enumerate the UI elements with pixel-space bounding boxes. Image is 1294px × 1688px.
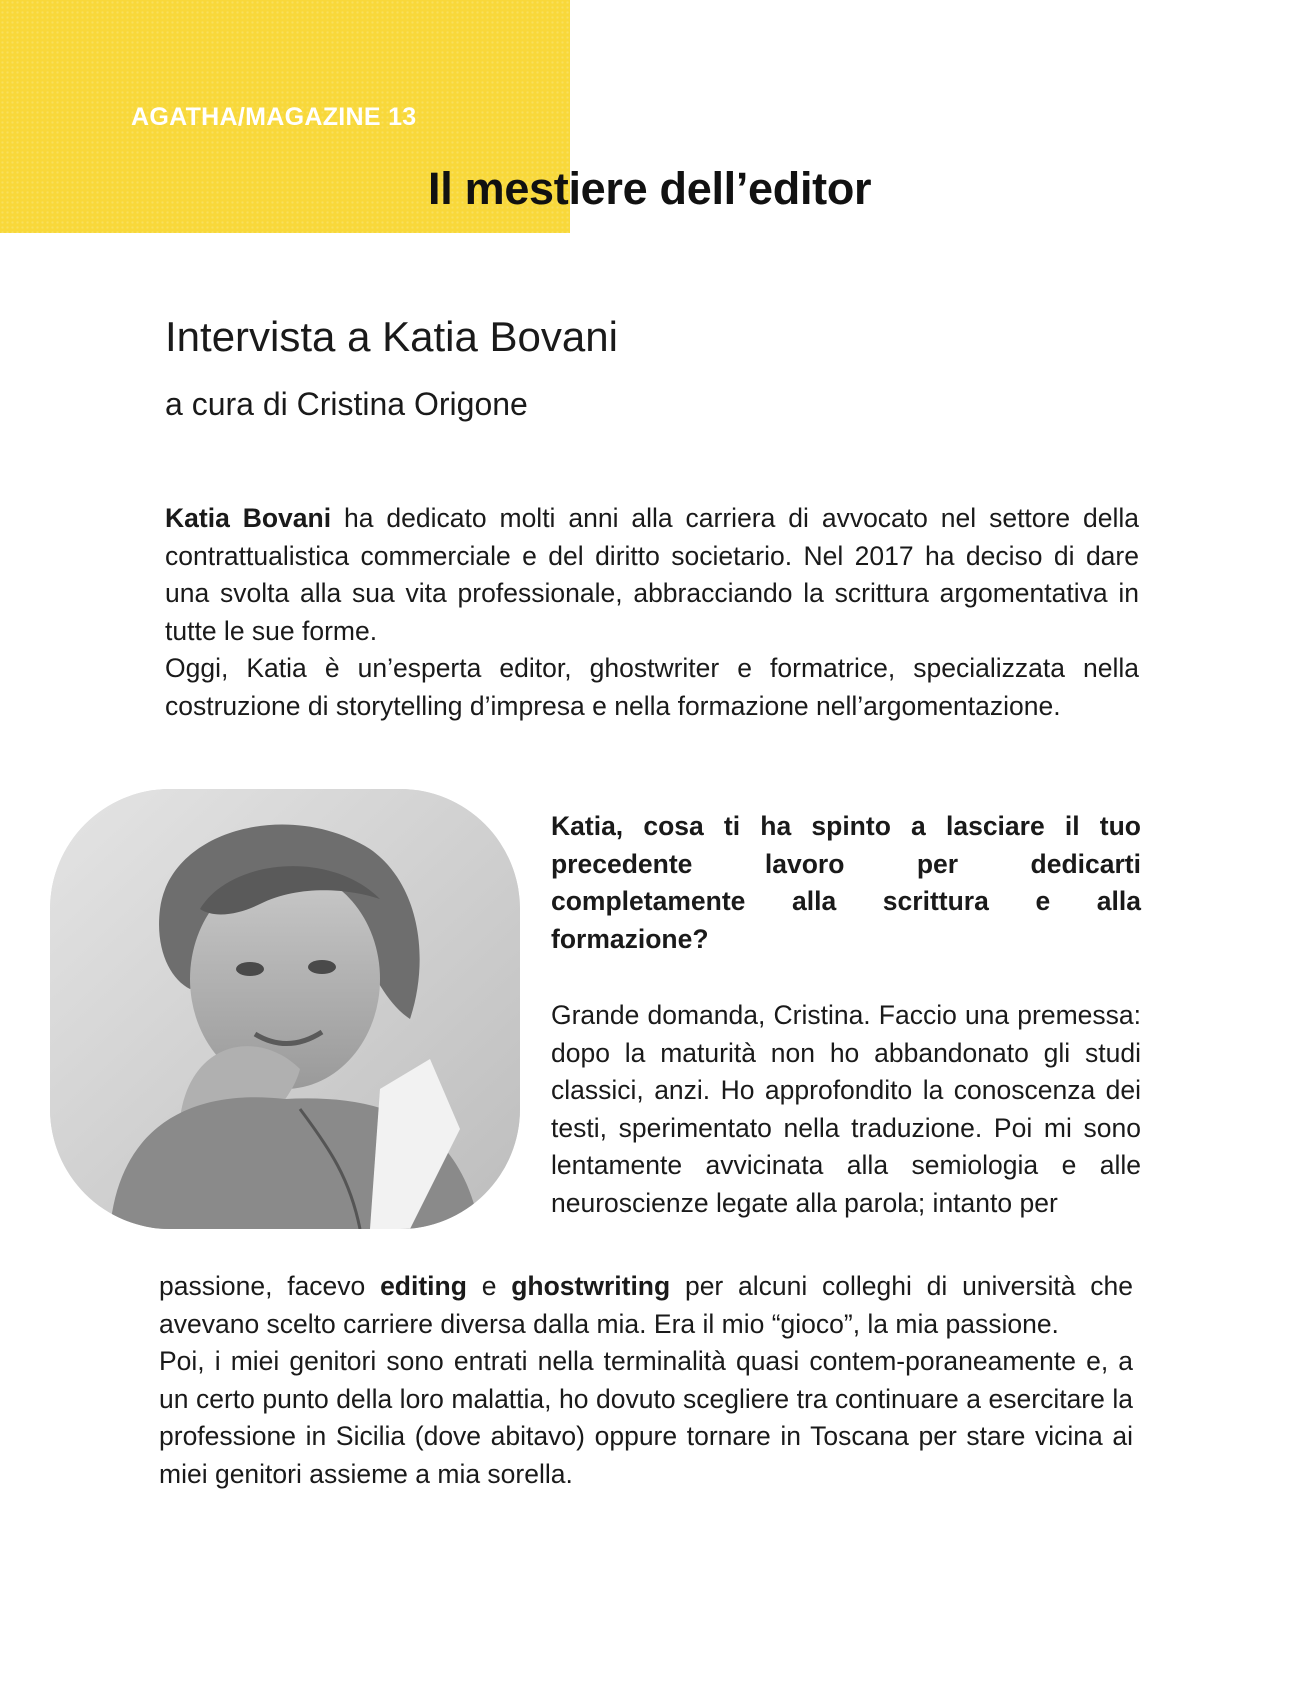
interview-title: Intervista a Katia Bovani — [165, 313, 618, 360]
interview-question: Katia, cosa ti ha spinto a lasciare il tuo precedente lavoro per dedicarti completamente alla scrittura e alla formazione? — [551, 811, 1141, 954]
answer-paragraph-1: Grande domanda, Cristina. Faccio una premessa: dopo la maturità non ho abbandonato gli studi classici, anzi. Ho approfondito la conoscenza dei testi, sperimentato nella traduzione. Poi mi sono lentamente avvicinata alla semiologia e alle neuroscienze legate alla parola; intanto per — [551, 1000, 1141, 1218]
page-title: Il mestiere dell’editor — [428, 163, 872, 214]
portrait-photo-icon — [50, 789, 520, 1229]
answer-text: passione, facevo — [159, 1271, 381, 1301]
answer-text: e — [466, 1271, 512, 1301]
ghostwriting-term: ghostwriting — [511, 1271, 671, 1301]
answer-continued — [159, 1268, 1133, 1494]
answer-paragraph-3: Poi, i miei genitori sono entrati nella terminalità quasi contem-poraneamente e, a un certo punto della loro malattia, ho dovuto scegliere tra continuare a esercitare la professione in Sicilia (dove abitavo) oppure tornare in Toscana per stare vicina ai miei genitori assieme a mia sorella. — [159, 1346, 1133, 1489]
author-name: Katia Bovani — [165, 503, 332, 533]
answer-text: per alcuni colleghi di università che avevano scelto carriere diversa dalla mia. Era il mio “gioco”, la mia passione. — [159, 1271, 1133, 1339]
byline: a cura di Cristina Origone — [165, 386, 528, 422]
intro-paragraph-2: Oggi, Katia è un’esperta editor, ghostwriter e formatrice, specializzata nella costruzione di storytelling d’impresa e nella formazione nell’argomentazione. — [165, 653, 1139, 721]
intro-paragraph-1 — [165, 500, 1139, 650]
magazine-label: AGATHA/MAGAZINE 13 — [131, 103, 417, 131]
answer-paragraph-2 — [159, 1268, 1133, 1343]
portrait-photo — [50, 789, 520, 1229]
intro-paragraph-1-text: ha dedicato molti anni alla carriera di avvocato nel settore della contrattualistica commerciale e del diritto societario. Nel 2017 ha deciso di dare una svolta alla sua vita professionale, abbracciando la scrittura argomentativa in tutte le sue forme. — [165, 503, 1140, 646]
intro-text — [165, 500, 1139, 726]
editing-term: editing — [380, 1271, 467, 1301]
